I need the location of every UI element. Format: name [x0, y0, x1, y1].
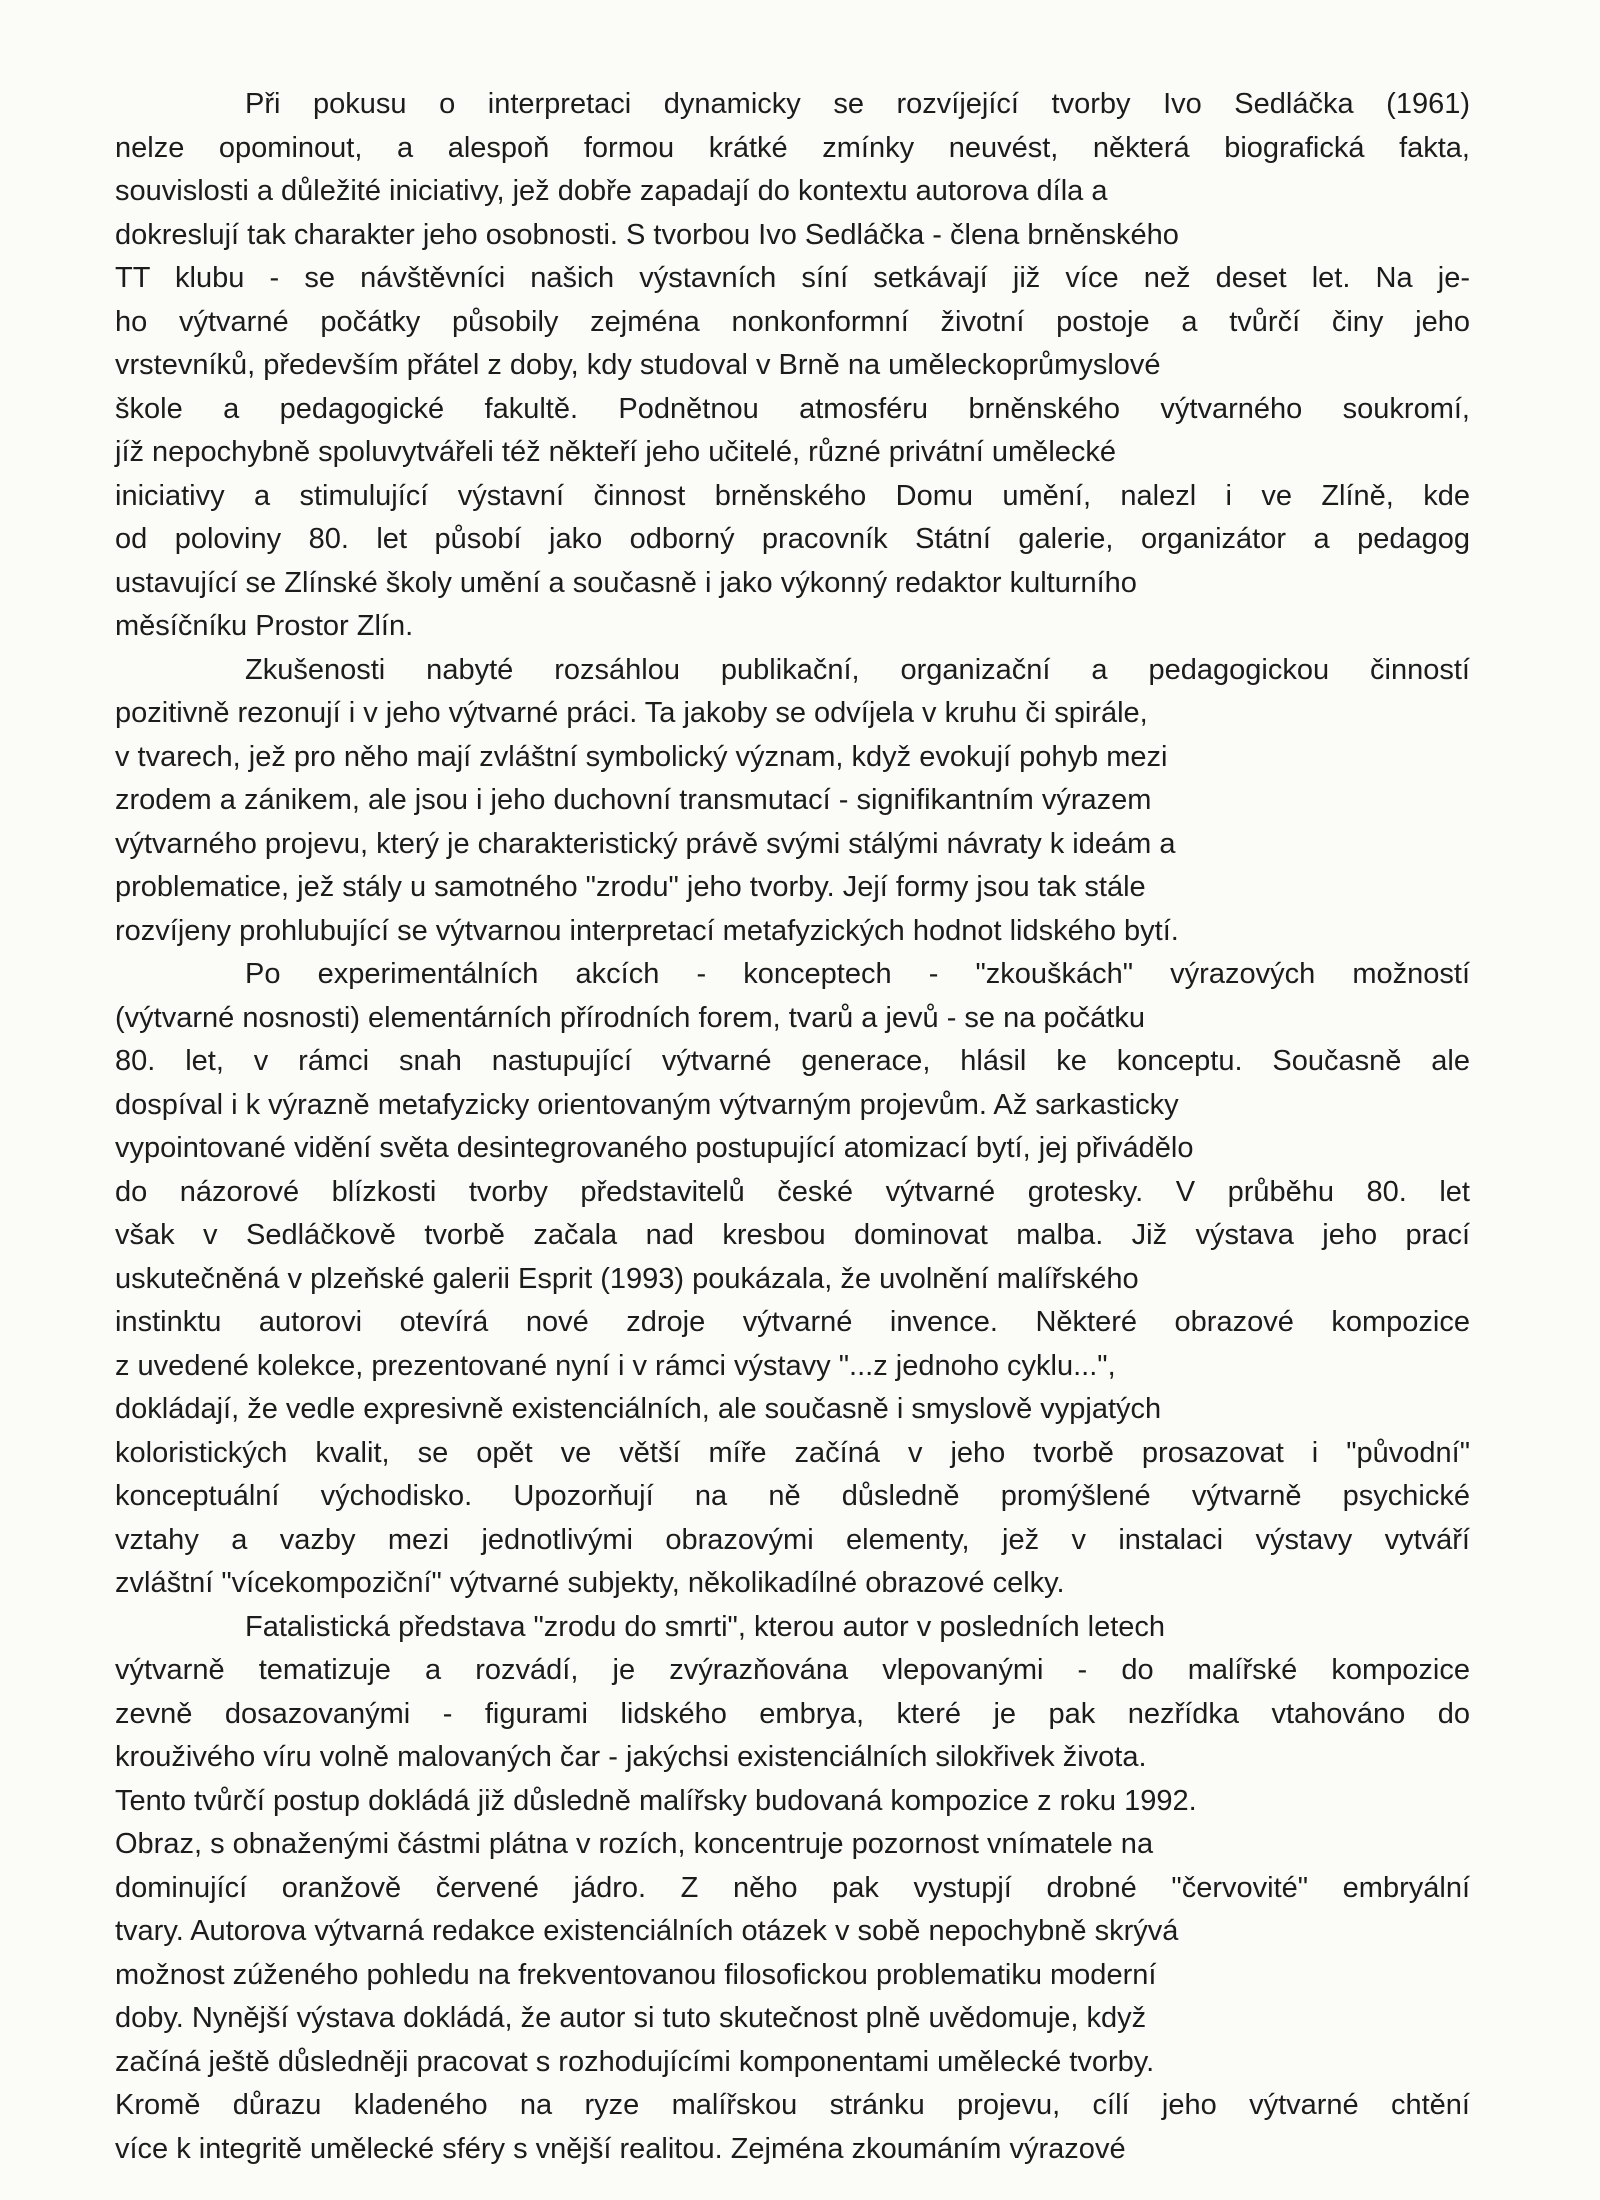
text-line: zevně dosazovanými - figurami lidského embrya, které je pak nezřídka vtahováno do — [115, 1697, 1470, 1730]
text-line: měsíčníku Prostor Zlín. — [115, 610, 414, 642]
text-line: Obraz, s obnaženými částmi plátna v rozích, koncentruje pozornost vnímatele na — [115, 1828, 1154, 1860]
text-line: začíná ještě důsledněji pracovat s rozhodujícími komponentami umělecké tvorby. — [115, 2045, 1155, 2078]
document-page — [115, 83, 1470, 2171]
text-line: problematice, jež stály u samotného "zrodu" jeho tvorby. Její formy jsou tak stále — [115, 871, 1146, 903]
text-line: výtvarného projevu, který je charakteristický právě svými stálými návraty k ideám a — [115, 827, 1176, 860]
text-line: Po experimentálních akcích - konceptech - "zkouškách" výrazových možností — [245, 958, 1470, 990]
text-line: nelze opominout, a alespoň formou krátké zmínky neuvést, některá biografická fakta, — [115, 131, 1470, 164]
text-line: konceptuální východisko. Upozorňují na ně důsledně promýšlené výtvarně psychické — [115, 1480, 1470, 1512]
text-line: Zkušenosti nabyté rozsáhlou publikační, organizační a pedagogickou činností — [245, 653, 1470, 686]
text-line: iniciativy a stimulující výstavní činnost brněnského Domu umění, nalezl i ve Zlíně, kde — [115, 479, 1470, 512]
text-line: pozitivně rezonují i v jeho výtvarné práci. Ta jakoby se odvíjela v kruhu či spirále, — [115, 697, 1148, 729]
text-line: dokreslují tak charakter jeho osobnosti. S tvorbou Ivo Sedláčka - člena brněnského — [115, 218, 1179, 251]
text-line: výtvarně tematizuje a rozvádí, je zvýrazňována vlepovanými - do malířské kompozice — [115, 1654, 1470, 1686]
paragraph — [115, 649, 1470, 954]
text-line: uskutečněná v plzeňské galerii Esprit (1993) poukázala, že uvolnění malířského — [115, 1262, 1139, 1295]
text-line: Kromě důrazu kladeného na ryze malířskou stránku projevu, cílí jeho výtvarné chtění — [115, 2089, 1470, 2121]
text-line: 80. let, v rámci snah nastupující výtvarné generace, hlásil ke konceptu. Současně ale — [115, 1045, 1470, 1077]
paragraph — [115, 1606, 1470, 2172]
text-line: dospíval i k výrazně metafyzicky orientovaným výtvarným projevům. Až sarkasticky — [115, 1088, 1179, 1121]
text-line: škole a pedagogické fakultě. Podnětnou atmosféru brněnského výtvarného soukromí, — [115, 392, 1470, 425]
text-line: koloristických kvalit, se opět ve větší míře začíná v jeho tvorbě prosazovat i "původní" — [115, 1436, 1470, 1469]
text-line: TT klubu - se návštěvníci našich výstavních síní setkávají již více než deset let. Na je- — [115, 262, 1470, 294]
text-line: do názorové blízkosti tvorby představitelů české výtvarné grotesky. V průběhu 80. let — [115, 1175, 1470, 1208]
paragraph — [115, 83, 1470, 649]
text-line: dominující oranžově červené jádro. Z něho pak vystupjí drobné "červovité" embryální — [115, 1871, 1470, 1904]
text-line: vrstevníků, především přátel z doby, kdy studoval v Brně na uměleckoprůmyslové — [115, 349, 1161, 381]
text-line: doby. Nynější výstava dokládá, že autor si tuto skutečnost plně uvědomuje, když — [115, 2002, 1147, 2034]
text-line: ustavující se Zlínské školy umění a současně i jako výkonný redaktor kulturního — [115, 566, 1137, 599]
text-line: Tento tvůrčí postup dokládá již důsledně malířsky budovaná kompozice z roku 1992. — [115, 1784, 1197, 1817]
text-line: tvary. Autorova výtvarná redakce existenciálních otázek v sobě nepochybně skrývá — [115, 1915, 1179, 1947]
text-line: dokládají, že vedle expresivně existenciálních, ale současně i smyslově vypjatých — [115, 1393, 1162, 1425]
text-line: rozvíjeny prohlubující se výtvarnou interpretací metafyzických hodnot lidského bytí. — [115, 914, 1179, 947]
text-line: Při pokusu o interpretaci dynamicky se rozvíjející tvorby Ivo Sedláčka (1961) — [245, 88, 1470, 120]
text-line: instinktu autorovi otevírá nové zdroje výtvarné invence. Některé obrazové kompozice — [115, 1306, 1470, 1338]
text-line: vztahy a vazby mezi jednotlivými obrazovými elementy, jež v instalaci výstavy vytváří — [115, 1523, 1470, 1556]
text-line: zrodem a zánikem, ale jsou i jeho duchovní transmutací - signifikantním výrazem — [115, 784, 1152, 816]
text-line: od poloviny 80. let působí jako odborný pracovník Státní galerie, organizátor a pedagog — [115, 523, 1470, 555]
text-line: souvislosti a důležité iniciativy, jež dobře zapadají do kontextu autorova díla a — [115, 175, 1108, 207]
text-line: možnost zúženého pohledu na frekventovanou filosofickou problematiku moderní — [115, 1958, 1157, 1991]
text-line: zvláštní "vícekompoziční" výtvarné subjekty, několikadílné obrazové celky. — [115, 1567, 1065, 1599]
text-line: však v Sedláčkově tvorbě začala nad kresbou dominovat malba. Již výstava jeho prací — [115, 1219, 1470, 1251]
text-line: vypointované vidění světa desintegrovaného postupující atomizací bytí, jej přivádělo — [115, 1132, 1194, 1164]
text-line: jíž nepochybně spoluvytvářeli též někteří jeho učitelé, různé privátní umělecké — [115, 436, 1117, 468]
text-line: ho výtvarné počátky působily zejména nonkonformní životní postoje a tvůrčí činy jeho — [115, 305, 1470, 338]
text-line: v tvarech, jež pro něho mají zvláštní symbolický význam, když evokují pohyb mezi — [115, 740, 1168, 773]
text-line: více k integritě umělecké sféry s vnější realitou. Zejména zkoumáním výrazové — [115, 2132, 1126, 2165]
text-line: z uvedené kolekce, prezentované nyní i v rámci výstavy "...z jednoho cyklu...", — [115, 1349, 1116, 1382]
text-line: Fatalistická představa "zrodu do smrti", kterou autor v posledních letech — [245, 1610, 1166, 1643]
text-line: krouživého víru volně malovaných čar - jakýchsi existenciálních silokřivek života. — [115, 1741, 1147, 1773]
paragraph — [115, 953, 1470, 1606]
text-line: (výtvarné nosnosti) elementárních přírodních forem, tvarů a jevů - se na počátku — [115, 1001, 1145, 1034]
